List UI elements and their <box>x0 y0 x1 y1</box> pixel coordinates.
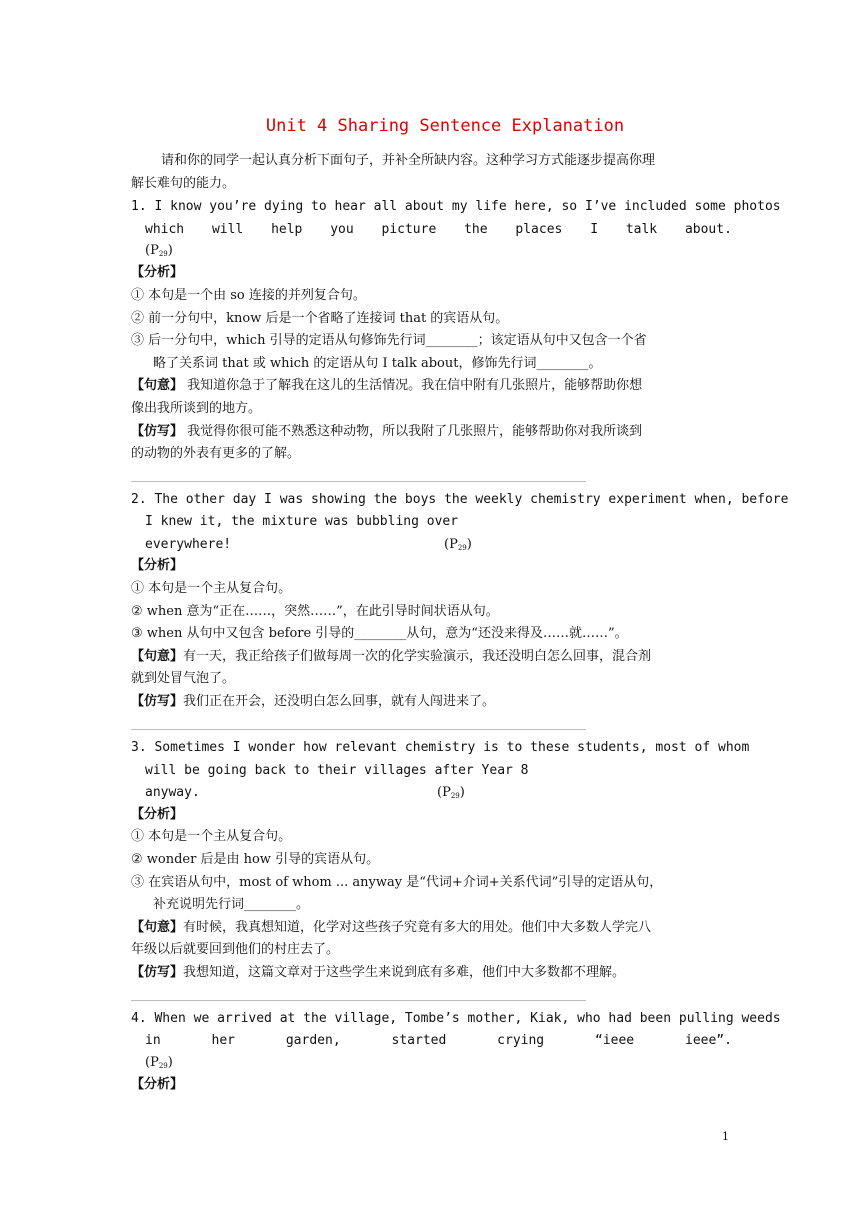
word: crying <box>497 1033 545 1048</box>
word: about. <box>684 222 732 237</box>
s3-meaning-line-2: 年级以后就要回到他们的村庄去了。 <box>131 942 340 957</box>
word: in <box>145 1033 161 1048</box>
s1-meaning-line-2: 像出我所谈到的地方。 <box>131 401 262 416</box>
s4-sentence-line-1: 4. When we arrived at the village, Tombe’s mother, Kiak, who had been pulling weeds <box>131 1011 781 1026</box>
word: ieee”. <box>685 1033 732 1048</box>
s2-analysis-1: ① 本句是一个主从复合句。 <box>131 581 292 596</box>
word: help <box>271 222 303 237</box>
s1-analysis-2: ② 前一分句中，know 后是一个省略了连接词 that 的宾语从句。 <box>131 311 509 326</box>
intro-line-2: 解长难句的能力。 <box>131 176 236 191</box>
s2-analysis-2: ② when 意为“正在……，突然……”，在此引导时间状语从句。 <box>131 604 499 619</box>
s2-sentence-line-2: I knew it, the mixture was bubbling over <box>145 514 459 529</box>
word: I <box>590 222 599 237</box>
s2-imitate-line-1: 【仿写】我们正在开会，还没明白怎么回事，就有人闯进来了。 <box>131 694 496 709</box>
s3-analysis-3: ③ 在宾语从句中，most of whom ... anyway 是“代词+介词+关系代词”引导的定语从句， <box>131 875 663 890</box>
s1-sentence-line-2 <box>145 220 732 240</box>
s2-analysis-3: ③ when 从句中又包含 before 引导的________从句，意为“还没来得及……就……”。 <box>131 626 628 641</box>
s1-imitate-line-1: 【仿写】 我觉得你很可能不熟悉这种动物，所以我附了几张照片，能够帮助你对我所谈到 <box>131 424 643 439</box>
s1-analysis-label: 【分析】 <box>131 265 184 280</box>
s2-sentence-line-3: everywhere! <box>145 537 232 552</box>
word: places <box>515 222 563 237</box>
document-title: Unit 4 Sharing Sentence Explanation <box>265 116 625 136</box>
s1-analysis-1: ① 本句是一个由 so 连接的并列复合句。 <box>131 288 366 303</box>
s2-meaning-line-2: 就到处冒气泡了。 <box>131 671 236 686</box>
s1-analysis-3: ③ 后一分句中，which 引导的定语从句修饰先行词________；该定语从句中又包含一个省 <box>131 333 647 348</box>
s3-sentence-line-2: will be going back to their villages after Year 8 <box>145 763 529 778</box>
s3-sentence-line-3: anyway. <box>145 785 200 800</box>
s3-analysis-1: ① 本句是一个主从复合句。 <box>131 829 292 844</box>
divider <box>131 729 586 730</box>
s3-sentence-line-1: 3. Sometimes I wonder how relevant chemistry is to these students, most of whom <box>131 740 750 755</box>
page-number: 1 <box>722 1130 729 1143</box>
s3-analysis-label: 【分析】 <box>131 807 184 822</box>
word: will <box>211 222 244 237</box>
s3-imitate-line-1: 【仿写】我想知道，这篇文章对于这些学生来说到底有多难，他们中大多数都不理解。 <box>131 965 626 980</box>
s3-analysis-2: ② wonder 后是由 how 引导的宾语从句。 <box>131 852 380 867</box>
s4-analysis-label: 【分析】 <box>131 1077 184 1092</box>
word: garden, <box>285 1033 341 1048</box>
s1-sentence-line-1: 1. I know you’re dying to hear all about my life here, so I’ve included some photos <box>131 199 781 214</box>
s2-sentence-line-1: 2. The other day I was showing the boys the weekly chemistry experiment when, before <box>131 492 789 507</box>
s2-page-ref: $(P_{29})$ <box>444 537 472 552</box>
s4-page-ref: $(P_{29})$ <box>145 1055 173 1070</box>
s4-sentence-line-2 <box>145 1031 732 1051</box>
word: the <box>464 222 488 237</box>
word: which <box>145 222 185 237</box>
s1-page-ref: $(P_{29})$ <box>145 243 173 258</box>
s3-page-ref: $(P_{29})$ <box>437 785 465 800</box>
divider <box>131 481 586 482</box>
s1-analysis-3-cont: 略了关系词 that 或 which 的定语从句 I talk about，修饰先行词________。 <box>153 356 602 371</box>
s3-meaning-line-1: 【句意】有时候，我真想知道，化学对这些孩子究竟有多大的用处。他们中大多数人学完八 <box>131 920 652 935</box>
word: her <box>211 1033 235 1048</box>
word: started <box>391 1033 447 1048</box>
intro-line-1: 请和你的同学一起认真分析下面句子，并补全所缺内容。这种学习方式能逐步提高你理 <box>161 153 656 168</box>
word: talk <box>625 222 658 237</box>
divider <box>131 1000 586 1001</box>
word: “ieee <box>595 1033 635 1048</box>
s2-analysis-label: 【分析】 <box>131 558 184 573</box>
s1-meaning-line-1: 【句意】 我知道你急于了解我在这儿的生活情况。我在信中附有几张照片，能够帮助你想 <box>131 378 643 393</box>
word: you <box>330 222 354 237</box>
s3-analysis-3-cont: 补充说明先行词________。 <box>153 897 310 912</box>
s2-meaning-line-1: 【句意】有一天，我正给孩子们做每周一次的化学实验演示，我还没明白怎么回事，混合剂 <box>131 649 652 664</box>
word: picture <box>381 222 437 237</box>
s1-imitate-line-2: 的动物的外表有更多的了解。 <box>131 446 301 461</box>
